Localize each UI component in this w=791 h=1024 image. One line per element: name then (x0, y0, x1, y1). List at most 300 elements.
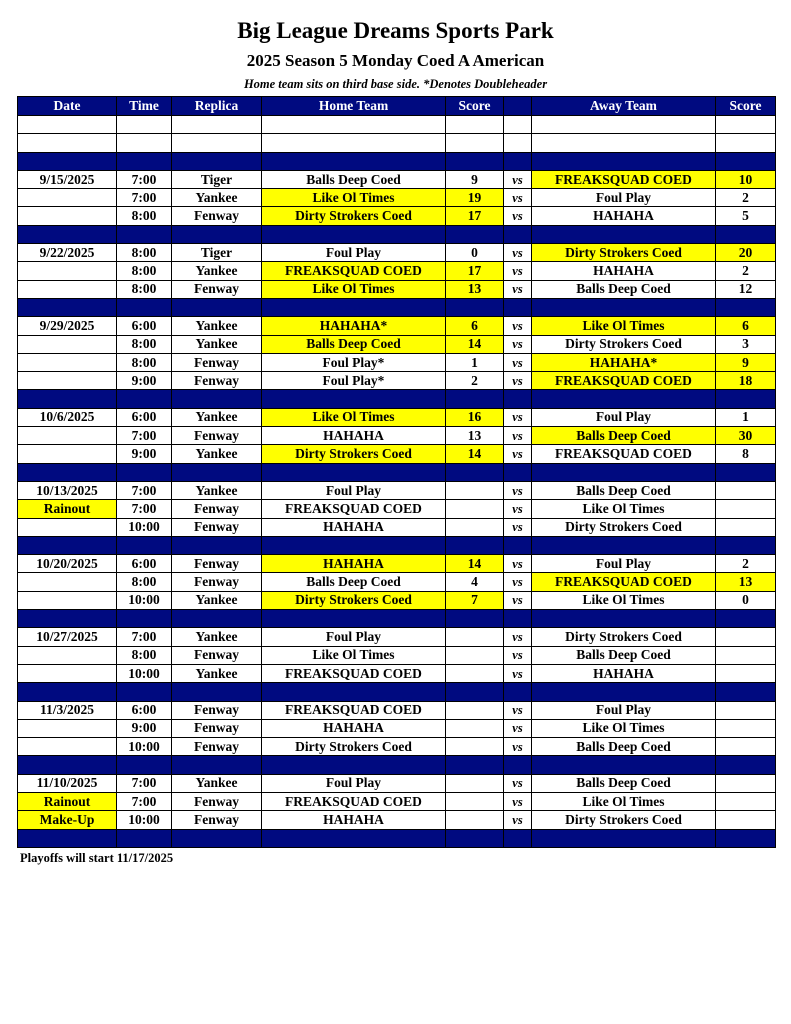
week-separator-row (18, 829, 776, 847)
separator-cell (532, 152, 716, 170)
away-score: 5 (716, 207, 776, 225)
separator-cell (117, 463, 172, 481)
separator-cell (446, 152, 504, 170)
game-row (18, 628, 776, 646)
away-team: Dirty Strokers Coed (532, 335, 716, 353)
separator-cell (117, 610, 172, 628)
column-header-date: Date (18, 97, 117, 116)
game-row (18, 445, 776, 463)
game-replica-field: Yankee (172, 774, 262, 792)
away-team: Dirty Strokers Coed (532, 518, 716, 536)
game-replica-field: Fenway (172, 372, 262, 390)
vs-label: vs (504, 701, 532, 719)
game-replica-field: Fenway (172, 353, 262, 371)
home-team: Foul Play (262, 481, 446, 499)
vs-label: vs (504, 170, 532, 188)
separator-cell (262, 683, 446, 701)
separator-cell (716, 829, 776, 847)
separator-cell (532, 610, 716, 628)
away-team: HAHAHA (532, 262, 716, 280)
game-row (18, 555, 776, 573)
game-time: 7:00 (117, 427, 172, 445)
away-score (716, 792, 776, 810)
vs-label: vs (504, 811, 532, 829)
home-team: Like Ol Times (262, 189, 446, 207)
vs-label: vs (504, 353, 532, 371)
empty-date-cell (18, 445, 117, 463)
away-team: HAHAHA (532, 207, 716, 225)
separator-cell (172, 463, 262, 481)
empty-date-cell (18, 664, 117, 682)
home-team: FREAKSQUAD COED (262, 701, 446, 719)
away-score (716, 481, 776, 499)
away-score (716, 646, 776, 664)
week-date: 10/20/2025 (18, 555, 117, 573)
separator-cell (262, 756, 446, 774)
game-row (18, 646, 776, 664)
empty-date-cell (18, 353, 117, 371)
home-team: FREAKSQUAD COED (262, 664, 446, 682)
column-header-home-score: Score (446, 97, 504, 116)
game-time: 9:00 (117, 719, 172, 737)
away-score (716, 500, 776, 518)
game-time: 10:00 (117, 738, 172, 756)
home-score: 14 (446, 445, 504, 463)
separator-cell (18, 390, 117, 408)
separator-cell (504, 152, 532, 170)
game-row (18, 372, 776, 390)
separator-cell (532, 225, 716, 243)
game-time: 7:00 (117, 189, 172, 207)
home-score (446, 646, 504, 664)
game-time: 6:00 (117, 555, 172, 573)
separator-cell (532, 829, 716, 847)
home-team: FREAKSQUAD COED (262, 500, 446, 518)
page-subtitle: 2025 Season 5 Monday Coed A American (246, 51, 545, 70)
footer-note: Playoffs will start 11/17/2025 (20, 851, 174, 865)
schedule-table (17, 96, 776, 848)
game-replica-field: Fenway (172, 555, 262, 573)
game-row (18, 335, 776, 353)
away-score: 8 (716, 445, 776, 463)
separator-cell (262, 390, 446, 408)
away-team: Balls Deep Coed (532, 738, 716, 756)
game-row (18, 262, 776, 280)
blank-row (18, 116, 776, 134)
away-team: Foul Play (532, 408, 716, 426)
game-time: 8:00 (117, 353, 172, 371)
week-separator-row (18, 225, 776, 243)
game-replica-field: Yankee (172, 408, 262, 426)
game-row (18, 664, 776, 682)
game-replica-field: Fenway (172, 811, 262, 829)
blank-row (18, 134, 776, 152)
game-row (18, 738, 776, 756)
separator-cell (504, 536, 532, 554)
home-score: 7 (446, 591, 504, 609)
separator-cell (504, 829, 532, 847)
game-row (18, 701, 776, 719)
game-row (18, 317, 776, 335)
away-team: FREAKSQUAD COED (532, 445, 716, 463)
separator-cell (716, 152, 776, 170)
game-replica-field: Yankee (172, 481, 262, 499)
vs-label: vs (504, 207, 532, 225)
empty-date-cell (18, 262, 117, 280)
away-team: FREAKSQUAD COED (532, 573, 716, 591)
separator-cell (18, 829, 117, 847)
empty-date-cell (18, 738, 117, 756)
separator-cell (446, 463, 504, 481)
week-status: Rainout (18, 500, 117, 518)
separator-cell (18, 610, 117, 628)
empty-date-cell (18, 372, 117, 390)
home-score: 13 (446, 280, 504, 298)
home-team: Foul Play* (262, 353, 446, 371)
separator-cell (716, 390, 776, 408)
separator-cell (18, 298, 117, 316)
game-row (18, 244, 776, 262)
vs-label: vs (504, 280, 532, 298)
vs-label: vs (504, 573, 532, 591)
game-time: 9:00 (117, 372, 172, 390)
away-team: FREAKSQUAD COED (532, 170, 716, 188)
empty-date-cell (18, 719, 117, 737)
game-replica-field: Fenway (172, 701, 262, 719)
away-team: Balls Deep Coed (532, 481, 716, 499)
game-time: 8:00 (117, 207, 172, 225)
game-replica-field: Fenway (172, 646, 262, 664)
game-row (18, 280, 776, 298)
separator-cell (716, 463, 776, 481)
separator-cell (172, 756, 262, 774)
vs-label: vs (504, 719, 532, 737)
schedule-body (18, 116, 776, 848)
game-time: 10:00 (117, 518, 172, 536)
away-team: Like Ol Times (532, 500, 716, 518)
away-team: Dirty Strokers Coed (532, 628, 716, 646)
home-score: 14 (446, 335, 504, 353)
separator-cell (18, 756, 117, 774)
separator-cell (504, 390, 532, 408)
header-note: Home team sits on third base side. *Denotes Doubleheader (243, 77, 548, 91)
home-score: 9 (446, 170, 504, 188)
empty-date-cell (18, 427, 117, 445)
vs-label: vs (504, 189, 532, 207)
home-team: Dirty Strokers Coed (262, 738, 446, 756)
home-team: Foul Play (262, 628, 446, 646)
home-score: 4 (446, 573, 504, 591)
home-score: 17 (446, 207, 504, 225)
separator-cell (18, 536, 117, 554)
away-score: 1 (716, 408, 776, 426)
vs-label: vs (504, 481, 532, 499)
away-team: Foul Play (532, 555, 716, 573)
home-team: Dirty Strokers Coed (262, 445, 446, 463)
away-team: Balls Deep Coed (532, 646, 716, 664)
separator-cell (532, 756, 716, 774)
game-replica-field: Fenway (172, 792, 262, 810)
separator-cell (18, 463, 117, 481)
separator-cell (117, 152, 172, 170)
away-team: Balls Deep Coed (532, 280, 716, 298)
vs-label: vs (504, 408, 532, 426)
away-score (716, 719, 776, 737)
vs-label: vs (504, 646, 532, 664)
away-score (716, 811, 776, 829)
home-score (446, 500, 504, 518)
game-time: 7:00 (117, 628, 172, 646)
game-time: 7:00 (117, 170, 172, 188)
game-row (18, 189, 776, 207)
home-score: 17 (446, 262, 504, 280)
home-score (446, 719, 504, 737)
game-replica-field: Yankee (172, 445, 262, 463)
week-date: 10/6/2025 (18, 408, 117, 426)
empty-date-cell (18, 573, 117, 591)
separator-cell (18, 225, 117, 243)
week-date: 11/10/2025 (18, 774, 117, 792)
header-row (18, 97, 776, 116)
game-replica-field: Yankee (172, 262, 262, 280)
home-team: Dirty Strokers Coed (262, 207, 446, 225)
vs-label: vs (504, 628, 532, 646)
away-score: 10 (716, 170, 776, 188)
separator-cell (262, 225, 446, 243)
away-score: 2 (716, 262, 776, 280)
home-team: HAHAHA (262, 427, 446, 445)
empty-date-cell (18, 207, 117, 225)
game-time: 7:00 (117, 792, 172, 810)
column-header-time: Time (117, 97, 172, 116)
game-time: 8:00 (117, 573, 172, 591)
home-score: 2 (446, 372, 504, 390)
week-separator-row (18, 298, 776, 316)
home-team: Balls Deep Coed (262, 573, 446, 591)
separator-cell (446, 610, 504, 628)
away-score (716, 664, 776, 682)
game-row (18, 591, 776, 609)
home-team: HAHAHA (262, 555, 446, 573)
week-separator-row (18, 756, 776, 774)
away-team: Balls Deep Coed (532, 774, 716, 792)
game-row (18, 170, 776, 188)
separator-cell (532, 683, 716, 701)
separator-cell (716, 683, 776, 701)
separator-cell (532, 390, 716, 408)
separator-cell (172, 152, 262, 170)
home-score: 13 (446, 427, 504, 445)
game-replica-field: Fenway (172, 427, 262, 445)
separator-cell (117, 683, 172, 701)
separator-cell (117, 756, 172, 774)
home-team: HAHAHA (262, 811, 446, 829)
home-score (446, 701, 504, 719)
game-time: 6:00 (117, 317, 172, 335)
game-time: 8:00 (117, 335, 172, 353)
home-team: Foul Play (262, 244, 446, 262)
game-row (18, 481, 776, 499)
game-time: 7:00 (117, 481, 172, 499)
separator-cell (117, 829, 172, 847)
separator-cell (172, 298, 262, 316)
game-replica-field: Yankee (172, 189, 262, 207)
separator-cell (172, 829, 262, 847)
week-date: 9/29/2025 (18, 317, 117, 335)
game-replica-field: Fenway (172, 719, 262, 737)
separator-cell (716, 610, 776, 628)
week-status: Make-Up (18, 811, 117, 829)
away-score: 2 (716, 555, 776, 573)
separator-cell (716, 536, 776, 554)
game-time: 7:00 (117, 500, 172, 518)
game-row (18, 408, 776, 426)
away-score: 12 (716, 280, 776, 298)
home-score (446, 811, 504, 829)
game-row (18, 500, 776, 518)
separator-cell (18, 683, 117, 701)
game-replica-field: Fenway (172, 500, 262, 518)
column-header-away-team: Away Team (532, 97, 716, 116)
away-team: Like Ol Times (532, 317, 716, 335)
week-separator-row (18, 463, 776, 481)
game-replica-field: Yankee (172, 335, 262, 353)
game-time: 8:00 (117, 244, 172, 262)
game-time: 6:00 (117, 701, 172, 719)
separator-cell (446, 298, 504, 316)
home-team: Balls Deep Coed (262, 170, 446, 188)
vs-label: vs (504, 372, 532, 390)
separator-cell (446, 756, 504, 774)
away-score (716, 701, 776, 719)
away-score (716, 518, 776, 536)
game-row (18, 792, 776, 810)
game-time: 10:00 (117, 591, 172, 609)
home-score (446, 518, 504, 536)
separator-cell (446, 225, 504, 243)
game-time: 9:00 (117, 445, 172, 463)
game-replica-field: Fenway (172, 518, 262, 536)
home-score (446, 664, 504, 682)
week-separator-row (18, 683, 776, 701)
vs-label: vs (504, 792, 532, 810)
game-replica-field: Yankee (172, 591, 262, 609)
away-score: 0 (716, 591, 776, 609)
game-time: 10:00 (117, 811, 172, 829)
away-score: 13 (716, 573, 776, 591)
away-score: 6 (716, 317, 776, 335)
game-replica-field: Fenway (172, 738, 262, 756)
empty-date-cell (18, 518, 117, 536)
away-team: Dirty Strokers Coed (532, 244, 716, 262)
vs-label: vs (504, 500, 532, 518)
away-team: Foul Play (532, 189, 716, 207)
empty-date-cell (18, 189, 117, 207)
separator-cell (532, 536, 716, 554)
separator-cell (716, 298, 776, 316)
away-score (716, 774, 776, 792)
separator-cell (117, 536, 172, 554)
week-separator-row (18, 610, 776, 628)
separator-cell (172, 536, 262, 554)
separator-cell (532, 463, 716, 481)
away-team: FREAKSQUAD COED (532, 372, 716, 390)
home-team: HAHAHA* (262, 317, 446, 335)
separator-cell (262, 463, 446, 481)
separator-cell (532, 298, 716, 316)
home-score: 16 (446, 408, 504, 426)
game-row (18, 811, 776, 829)
vs-label: vs (504, 244, 532, 262)
game-row (18, 719, 776, 737)
home-team: HAHAHA (262, 719, 446, 737)
vs-label: vs (504, 335, 532, 353)
home-team: Balls Deep Coed (262, 335, 446, 353)
game-replica-field: Fenway (172, 207, 262, 225)
game-time: 10:00 (117, 664, 172, 682)
game-replica-field: Yankee (172, 628, 262, 646)
separator-cell (446, 390, 504, 408)
game-time: 7:00 (117, 774, 172, 792)
away-score: 9 (716, 353, 776, 371)
home-team: HAHAHA (262, 518, 446, 536)
game-replica-field: Yankee (172, 664, 262, 682)
separator-cell (262, 298, 446, 316)
separator-cell (117, 225, 172, 243)
home-score: 1 (446, 353, 504, 371)
game-replica-field: Fenway (172, 573, 262, 591)
vs-label: vs (504, 664, 532, 682)
away-team: Balls Deep Coed (532, 427, 716, 445)
vs-label: vs (504, 445, 532, 463)
page-title: Big League Dreams Sports Park (237, 18, 554, 43)
empty-date-cell (18, 591, 117, 609)
game-row (18, 518, 776, 536)
home-score: 14 (446, 555, 504, 573)
week-status: Rainout (18, 792, 117, 810)
separator-cell (504, 610, 532, 628)
away-team: Like Ol Times (532, 719, 716, 737)
home-score: 6 (446, 317, 504, 335)
week-separator-row (18, 152, 776, 170)
separator-cell (172, 683, 262, 701)
vs-label: vs (504, 738, 532, 756)
vs-label: vs (504, 262, 532, 280)
week-date: 11/3/2025 (18, 701, 117, 719)
separator-cell (716, 225, 776, 243)
separator-cell (117, 390, 172, 408)
vs-label: vs (504, 774, 532, 792)
game-time: 8:00 (117, 646, 172, 664)
week-separator-row (18, 536, 776, 554)
away-score (716, 738, 776, 756)
separator-cell (504, 298, 532, 316)
separator-cell (262, 152, 446, 170)
game-replica-field: Tiger (172, 244, 262, 262)
game-time: 8:00 (117, 262, 172, 280)
away-team: Foul Play (532, 701, 716, 719)
away-team: Like Ol Times (532, 792, 716, 810)
week-separator-row (18, 390, 776, 408)
away-score: 2 (716, 189, 776, 207)
separator-cell (117, 298, 172, 316)
separator-cell (262, 829, 446, 847)
home-score: 0 (446, 244, 504, 262)
separator-cell (262, 610, 446, 628)
home-score (446, 628, 504, 646)
away-score: 20 (716, 244, 776, 262)
home-team: Foul Play (262, 774, 446, 792)
